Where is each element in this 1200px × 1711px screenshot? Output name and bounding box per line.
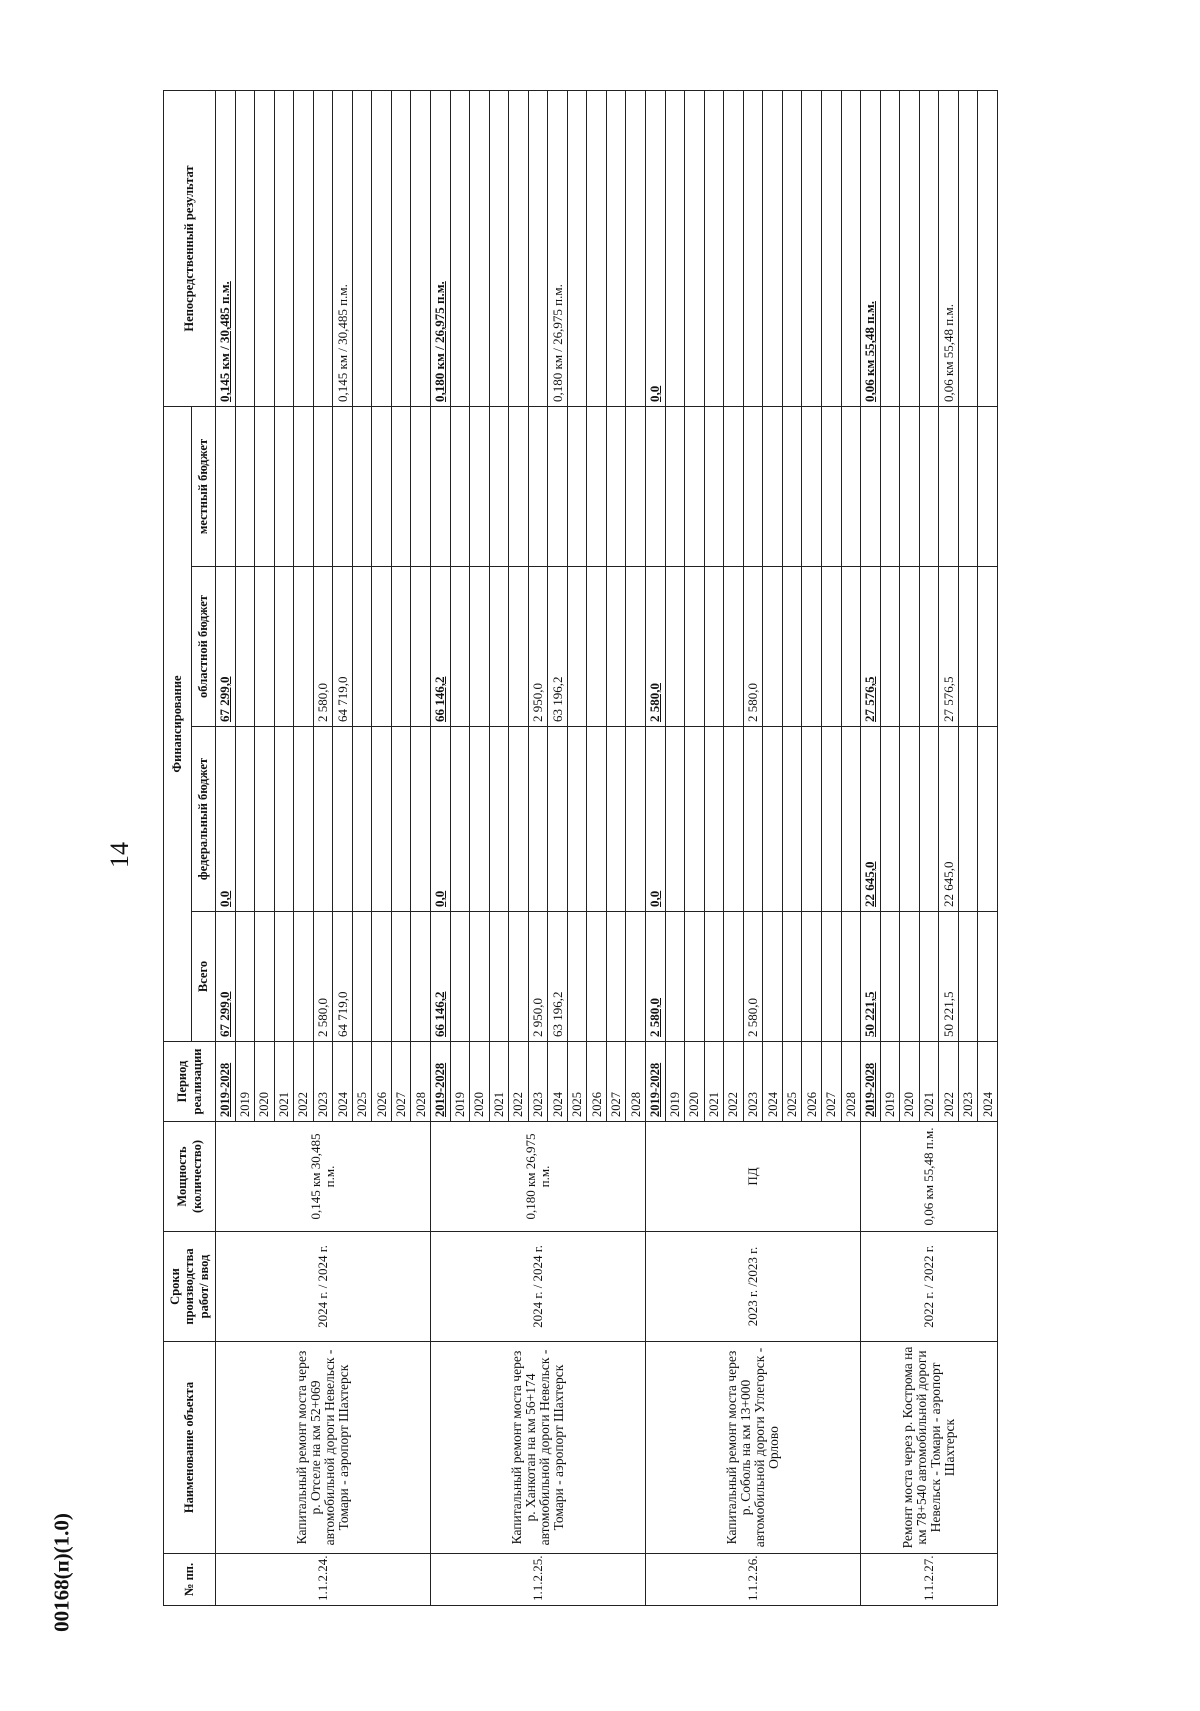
- local-cell: [704, 407, 724, 567]
- local-cell: [606, 407, 626, 567]
- period-cell: 2025: [567, 1042, 587, 1122]
- regional-cell: [255, 567, 275, 727]
- federal-cell: [626, 727, 646, 912]
- federal-cell: [255, 727, 275, 912]
- total-cell: [391, 912, 411, 1042]
- result-cell: [313, 91, 333, 407]
- federal-cell: [411, 727, 431, 912]
- local-cell: [372, 407, 392, 567]
- object-capacity: ПД: [646, 1122, 861, 1232]
- period-cell: 2020: [900, 1042, 920, 1122]
- total-cell: [880, 912, 900, 1042]
- regional-cell: 27 576,5: [939, 567, 959, 727]
- result-cell: [528, 91, 548, 407]
- local-cell: [763, 407, 783, 567]
- regional-cell: [450, 567, 470, 727]
- result-cell: [587, 91, 607, 407]
- result-cell: [567, 91, 587, 407]
- local-cell: [391, 407, 411, 567]
- result-cell: [900, 91, 920, 407]
- total-cell: [352, 912, 372, 1042]
- result-cell: 0,06 км 55,48 п.м.: [939, 91, 959, 407]
- object-terms: 2024 г. / 2024 г.: [431, 1232, 646, 1342]
- period-cell: 2021: [274, 1042, 294, 1122]
- federal-cell: [352, 727, 372, 912]
- regional-cell: [665, 567, 685, 727]
- period-cell: 2019-2028: [216, 1042, 236, 1122]
- page-number: 14: [105, 842, 134, 868]
- total-cell: [470, 912, 490, 1042]
- total-cell: [255, 912, 275, 1042]
- object-terms: 2024 г. / 2024 г.: [216, 1232, 431, 1342]
- result-cell: [235, 91, 255, 407]
- federal-cell: [743, 727, 763, 912]
- result-cell: 0,0: [646, 91, 666, 407]
- local-cell: [958, 407, 978, 567]
- regional-cell: [685, 567, 705, 727]
- federal-cell: [235, 727, 255, 912]
- regional-cell: 2 580,0: [646, 567, 666, 727]
- period-cell: 2022: [724, 1042, 744, 1122]
- federal-cell: [782, 727, 802, 912]
- federal-cell: [724, 727, 744, 912]
- period-cell: 2019: [235, 1042, 255, 1122]
- total-cell: [782, 912, 802, 1042]
- header-result: Непосредственный результат: [164, 91, 216, 407]
- federal-cell: [391, 727, 411, 912]
- local-cell: [333, 407, 353, 567]
- result-cell: [763, 91, 783, 407]
- object-name: Капитальный ремонт моста через р. Ханкотан на км 56+174 автомобильной дороги Невельск - Томари - аэропорт Шахтерск: [431, 1342, 646, 1554]
- period-cell: 2022: [294, 1042, 314, 1122]
- header-total: Всего: [192, 912, 216, 1042]
- total-cell: 67 299,0: [216, 912, 236, 1042]
- federal-cell: 0,0: [646, 727, 666, 912]
- period-cell: 2026: [587, 1042, 607, 1122]
- local-cell: [626, 407, 646, 567]
- federal-cell: [685, 727, 705, 912]
- result-cell: [372, 91, 392, 407]
- period-cell: 2027: [391, 1042, 411, 1122]
- local-cell: [587, 407, 607, 567]
- federal-cell: [548, 727, 568, 912]
- total-cell: [411, 912, 431, 1042]
- period-cell: 2027: [821, 1042, 841, 1122]
- local-cell: [255, 407, 275, 567]
- period-cell: 2027: [606, 1042, 626, 1122]
- regional-cell: [978, 567, 998, 727]
- period-cell: 2024: [763, 1042, 783, 1122]
- local-cell: [509, 407, 529, 567]
- result-cell: [352, 91, 372, 407]
- period-cell: 2022: [509, 1042, 529, 1122]
- period-cell: 2028: [841, 1042, 861, 1122]
- federal-cell: 0,0: [431, 727, 451, 912]
- period-cell: 2025: [782, 1042, 802, 1122]
- period-cell: 2021: [704, 1042, 724, 1122]
- total-cell: 50 221,5: [861, 912, 881, 1042]
- regional-cell: [606, 567, 626, 727]
- total-cell: [274, 912, 294, 1042]
- regional-cell: [509, 567, 529, 727]
- object-number: 1.1.2.27.: [861, 1554, 998, 1606]
- table-body: [216, 91, 998, 1606]
- federal-cell: [528, 727, 548, 912]
- regional-cell: 67 299,0: [216, 567, 236, 727]
- regional-cell: 63 196,2: [548, 567, 568, 727]
- period-cell: 2019: [880, 1042, 900, 1122]
- total-cell: [919, 912, 939, 1042]
- regional-cell: [411, 567, 431, 727]
- local-cell: [802, 407, 822, 567]
- period-cell: 2020: [470, 1042, 490, 1122]
- period-cell: 2020: [255, 1042, 275, 1122]
- total-cell: 63 196,2: [548, 912, 568, 1042]
- federal-cell: [509, 727, 529, 912]
- local-cell: [216, 407, 236, 567]
- local-cell: [782, 407, 802, 567]
- local-cell: [900, 407, 920, 567]
- regional-cell: [802, 567, 822, 727]
- federal-cell: [919, 727, 939, 912]
- total-cell: [802, 912, 822, 1042]
- regional-cell: [704, 567, 724, 727]
- regional-cell: [372, 567, 392, 727]
- regional-cell: [841, 567, 861, 727]
- result-cell: [294, 91, 314, 407]
- object-total-row: [861, 91, 881, 1606]
- result-cell: 0,145 км / 30,485 п.м.: [216, 91, 236, 407]
- local-cell: [861, 407, 881, 567]
- total-cell: 2 950,0: [528, 912, 548, 1042]
- regional-cell: [587, 567, 607, 727]
- total-cell: [900, 912, 920, 1042]
- period-cell: 2022: [939, 1042, 959, 1122]
- object-terms: 2022 г. / 2022 г.: [861, 1232, 998, 1342]
- object-number: 1.1.2.26.: [646, 1554, 861, 1606]
- result-cell: [411, 91, 431, 407]
- period-cell: 2020: [685, 1042, 705, 1122]
- total-cell: [235, 912, 255, 1042]
- result-cell: [724, 91, 744, 407]
- period-cell: 2024: [548, 1042, 568, 1122]
- period-cell: 2021: [489, 1042, 509, 1122]
- regional-cell: 2 580,0: [743, 567, 763, 727]
- local-cell: [919, 407, 939, 567]
- object-number: 1.1.2.24.: [216, 1554, 431, 1606]
- regional-cell: [352, 567, 372, 727]
- total-cell: [567, 912, 587, 1042]
- regional-cell: [235, 567, 255, 727]
- total-cell: [665, 912, 685, 1042]
- total-cell: [606, 912, 626, 1042]
- total-cell: [958, 912, 978, 1042]
- federal-cell: [978, 727, 998, 912]
- result-cell: [626, 91, 646, 407]
- federal-cell: [489, 727, 509, 912]
- header-terms: Сроки производства работ/ ввод: [164, 1232, 216, 1342]
- regional-cell: [626, 567, 646, 727]
- period-cell: 2021: [919, 1042, 939, 1122]
- result-cell: [665, 91, 685, 407]
- local-cell: [841, 407, 861, 567]
- federal-cell: [372, 727, 392, 912]
- local-cell: [939, 407, 959, 567]
- regional-cell: [391, 567, 411, 727]
- total-cell: 50 221,5: [939, 912, 959, 1042]
- regional-cell: [782, 567, 802, 727]
- result-cell: [958, 91, 978, 407]
- period-cell: 2019: [665, 1042, 685, 1122]
- local-cell: [821, 407, 841, 567]
- local-cell: [548, 407, 568, 567]
- object-number: 1.1.2.25.: [431, 1554, 646, 1606]
- federal-cell: [470, 727, 490, 912]
- total-cell: [294, 912, 314, 1042]
- regional-cell: [763, 567, 783, 727]
- regional-cell: [724, 567, 744, 727]
- regional-cell: 66 146,2: [431, 567, 451, 727]
- header-regional: областной бюджет: [192, 567, 216, 727]
- result-cell: [470, 91, 490, 407]
- local-cell: [431, 407, 451, 567]
- period-cell: 2025: [352, 1042, 372, 1122]
- object-capacity: 0,06 км 55,48 п.м.: [861, 1122, 998, 1232]
- period-cell: 2019-2028: [431, 1042, 451, 1122]
- federal-cell: [313, 727, 333, 912]
- period-cell: 2023: [528, 1042, 548, 1122]
- period-cell: 2019-2028: [861, 1042, 881, 1122]
- header-period: Период реализации: [164, 1042, 216, 1122]
- result-cell: [802, 91, 822, 407]
- object-name: Капитальный ремонт моста через р. Соболь на км 13+000 автомобильной дороги Углегорск - Орлово: [646, 1342, 861, 1554]
- header-capacity: Мощность (количество): [164, 1122, 216, 1232]
- regional-cell: 64 719,0: [333, 567, 353, 727]
- result-cell: [821, 91, 841, 407]
- federal-cell: [880, 727, 900, 912]
- header-local: местный бюджет: [192, 407, 216, 567]
- local-cell: [313, 407, 333, 567]
- result-cell: 0,145 км / 30,485 п.м.: [333, 91, 353, 407]
- result-cell: [919, 91, 939, 407]
- local-cell: [274, 407, 294, 567]
- object-total-row: [216, 91, 236, 1606]
- financing-table: [163, 90, 998, 1606]
- local-cell: [646, 407, 666, 567]
- total-cell: [509, 912, 529, 1042]
- federal-cell: [802, 727, 822, 912]
- total-cell: 2 580,0: [313, 912, 333, 1042]
- regional-cell: [489, 567, 509, 727]
- total-cell: [450, 912, 470, 1042]
- object-name: Капитальный ремонт моста через р. Отселе на км 52+069 автомобильной дороги Невельск - Томари - аэропорт Шахтерск: [216, 1342, 431, 1554]
- header-name: Наименование объекта: [164, 1342, 216, 1554]
- regional-cell: [274, 567, 294, 727]
- local-cell: [411, 407, 431, 567]
- regional-cell: [470, 567, 490, 727]
- federal-cell: [294, 727, 314, 912]
- federal-cell: [763, 727, 783, 912]
- total-cell: [763, 912, 783, 1042]
- total-cell: [587, 912, 607, 1042]
- local-cell: [978, 407, 998, 567]
- total-cell: 66 146,2: [431, 912, 451, 1042]
- total-cell: 64 719,0: [333, 912, 353, 1042]
- result-cell: [704, 91, 724, 407]
- local-cell: [470, 407, 490, 567]
- regional-cell: [958, 567, 978, 727]
- result-cell: [274, 91, 294, 407]
- result-cell: [782, 91, 802, 407]
- total-cell: [489, 912, 509, 1042]
- local-cell: [685, 407, 705, 567]
- object-terms: 2023 г. /2023 г.: [646, 1232, 861, 1342]
- period-cell: 2024: [333, 1042, 353, 1122]
- federal-cell: [665, 727, 685, 912]
- result-cell: [450, 91, 470, 407]
- period-cell: 2024: [978, 1042, 998, 1122]
- federal-cell: [704, 727, 724, 912]
- federal-cell: [958, 727, 978, 912]
- document-code: 00168(п)(1.0): [49, 1513, 74, 1632]
- local-cell: [352, 407, 372, 567]
- regional-cell: [294, 567, 314, 727]
- period-cell: 2028: [626, 1042, 646, 1122]
- object-capacity: 0,180 км 26,975 п.м.: [431, 1122, 646, 1232]
- federal-cell: [606, 727, 626, 912]
- local-cell: [567, 407, 587, 567]
- result-cell: [978, 91, 998, 407]
- result-cell: [509, 91, 529, 407]
- local-cell: [294, 407, 314, 567]
- result-cell: [391, 91, 411, 407]
- header-num: № пп.: [164, 1554, 216, 1606]
- federal-cell: [841, 727, 861, 912]
- local-cell: [665, 407, 685, 567]
- federal-cell: [567, 727, 587, 912]
- local-cell: [880, 407, 900, 567]
- period-cell: 2026: [372, 1042, 392, 1122]
- total-cell: [626, 912, 646, 1042]
- object-total-row: [646, 91, 666, 1606]
- regional-cell: 27 576,5: [861, 567, 881, 727]
- federal-cell: [821, 727, 841, 912]
- period-cell: 2019: [450, 1042, 470, 1122]
- total-cell: [372, 912, 392, 1042]
- regional-cell: [567, 567, 587, 727]
- result-cell: [606, 91, 626, 407]
- regional-cell: [880, 567, 900, 727]
- federal-cell: [587, 727, 607, 912]
- total-cell: [978, 912, 998, 1042]
- result-cell: [255, 91, 275, 407]
- financing-table-sheet: [163, 91, 998, 1606]
- header-federal: федеральный бюджет: [192, 727, 216, 912]
- regional-cell: 2 950,0: [528, 567, 548, 727]
- local-cell: [528, 407, 548, 567]
- regional-cell: [821, 567, 841, 727]
- local-cell: [489, 407, 509, 567]
- result-cell: [880, 91, 900, 407]
- result-cell: [489, 91, 509, 407]
- federal-cell: [900, 727, 920, 912]
- local-cell: [450, 407, 470, 567]
- object-name: Ремонт моста через р. Кострома на км 78+540 автомобильной дороги Невельск - Томари - аэропорт Шахтерск: [861, 1342, 998, 1554]
- period-cell: 2023: [743, 1042, 763, 1122]
- header-financing: Финансирование: [164, 407, 192, 1042]
- total-cell: [821, 912, 841, 1042]
- federal-cell: 22 645,0: [939, 727, 959, 912]
- federal-cell: 22 645,0: [861, 727, 881, 912]
- regional-cell: [900, 567, 920, 727]
- result-cell: 0,180 км / 26,975 п.м.: [431, 91, 451, 407]
- result-cell: [743, 91, 763, 407]
- object-total-row: [431, 91, 451, 1606]
- period-cell: 2019-2028: [646, 1042, 666, 1122]
- period-cell: 2026: [802, 1042, 822, 1122]
- regional-cell: 2 580,0: [313, 567, 333, 727]
- total-cell: 2 580,0: [646, 912, 666, 1042]
- regional-cell: [919, 567, 939, 727]
- federal-cell: 0,0: [216, 727, 236, 912]
- total-cell: [685, 912, 705, 1042]
- result-cell: 0,06 км 55,48 п.м.: [861, 91, 881, 407]
- federal-cell: [333, 727, 353, 912]
- period-cell: 2023: [313, 1042, 333, 1122]
- federal-cell: [450, 727, 470, 912]
- result-cell: [841, 91, 861, 407]
- total-cell: [704, 912, 724, 1042]
- period-cell: 2023: [958, 1042, 978, 1122]
- period-cell: 2028: [411, 1042, 431, 1122]
- local-cell: [235, 407, 255, 567]
- result-cell: [685, 91, 705, 407]
- result-cell: 0,180 км / 26,975 п.м.: [548, 91, 568, 407]
- local-cell: [743, 407, 763, 567]
- object-capacity: 0,145 км 30,485 п.м.: [216, 1122, 431, 1232]
- total-cell: [724, 912, 744, 1042]
- total-cell: [841, 912, 861, 1042]
- local-cell: [724, 407, 744, 567]
- total-cell: 2 580,0: [743, 912, 763, 1042]
- federal-cell: [274, 727, 294, 912]
